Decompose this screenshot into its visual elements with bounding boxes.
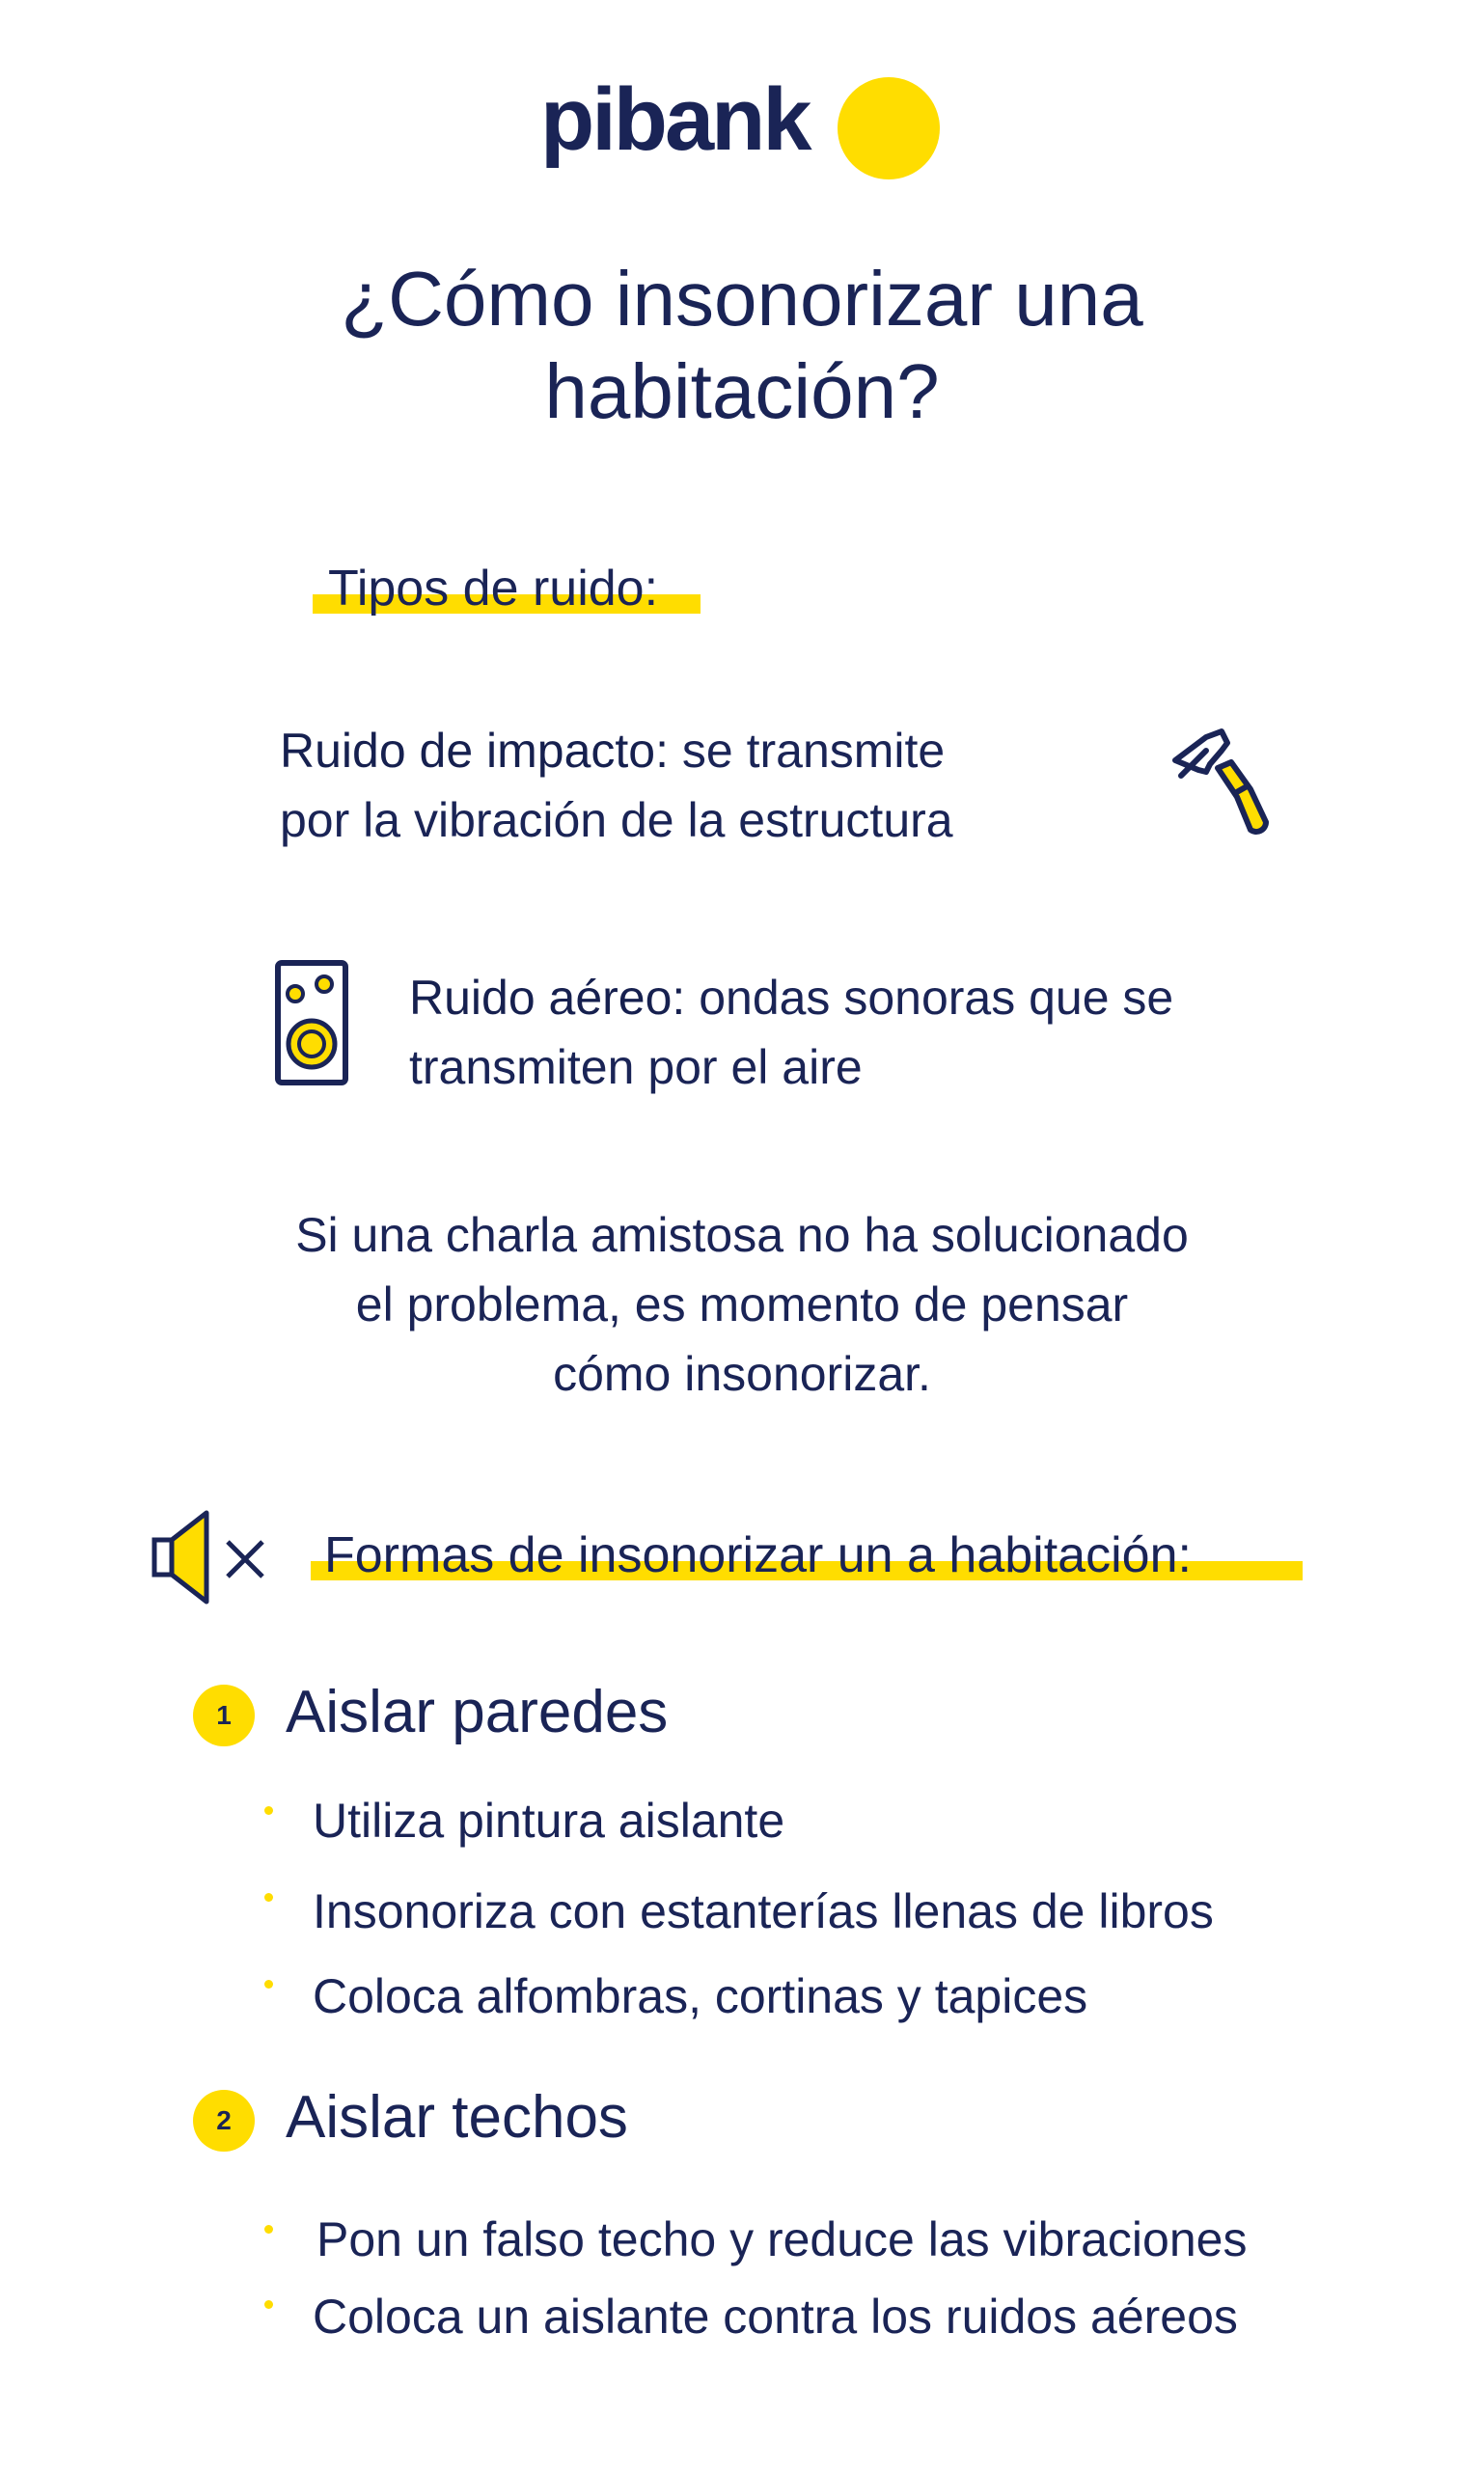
list-item: Insonoriza con estanterías llenas de libros xyxy=(313,1884,1214,1938)
impact-noise-label: Ruido de impacto: xyxy=(280,724,670,778)
title-line-2: habitación? xyxy=(544,348,940,434)
step-number-2: 2 xyxy=(193,2090,255,2152)
list-item: Pon un falso techo y reduce las vibraciones xyxy=(316,2212,1248,2266)
bullet xyxy=(264,1980,273,1989)
logo-wordmark: pibank xyxy=(540,70,810,169)
impact-noise-text: Ruido de impacto: se transmite por la vibración de la estructura xyxy=(280,724,953,847)
hammer-icon xyxy=(1168,726,1283,851)
airborne-noise-label: Ruido aéreo: xyxy=(409,971,686,1025)
bullet xyxy=(264,1893,273,1902)
list-item: Coloca alfombras, cortinas y tapices xyxy=(313,1969,1088,2023)
mute-speaker-icon xyxy=(151,1507,274,1607)
airborne-noise-text: Ruido aéreo: ondas sonoras que se transmiten por el aire xyxy=(409,971,1174,1094)
list-item: Utiliza pintura aislante xyxy=(313,1794,785,1848)
list-item: Coloca un aislante contra los ruidos aéreos xyxy=(313,2290,1238,2344)
step-number-1: 1 xyxy=(193,1685,255,1746)
noise-types-heading: Tipos de ruido: xyxy=(328,561,659,617)
methods-heading: Formas de insonorizar un a habitación: xyxy=(324,1527,1192,1583)
logo-dot xyxy=(838,77,940,179)
section-title-walls: Aislar paredes xyxy=(286,1679,669,1745)
bullet xyxy=(264,2225,273,2234)
bullet xyxy=(264,1806,273,1815)
bullet xyxy=(264,2300,273,2309)
page-title xyxy=(0,253,1484,438)
intro-paragraph: Si una charla amistosa no ha solucionado el problema, es momento de pensar cómo insonorizar. xyxy=(295,1208,1189,1401)
section-title-ceilings: Aislar techos xyxy=(286,2084,628,2151)
speaker-icon xyxy=(274,959,351,1086)
title-line-1: ¿Cómo insonorizar una xyxy=(341,256,1143,342)
